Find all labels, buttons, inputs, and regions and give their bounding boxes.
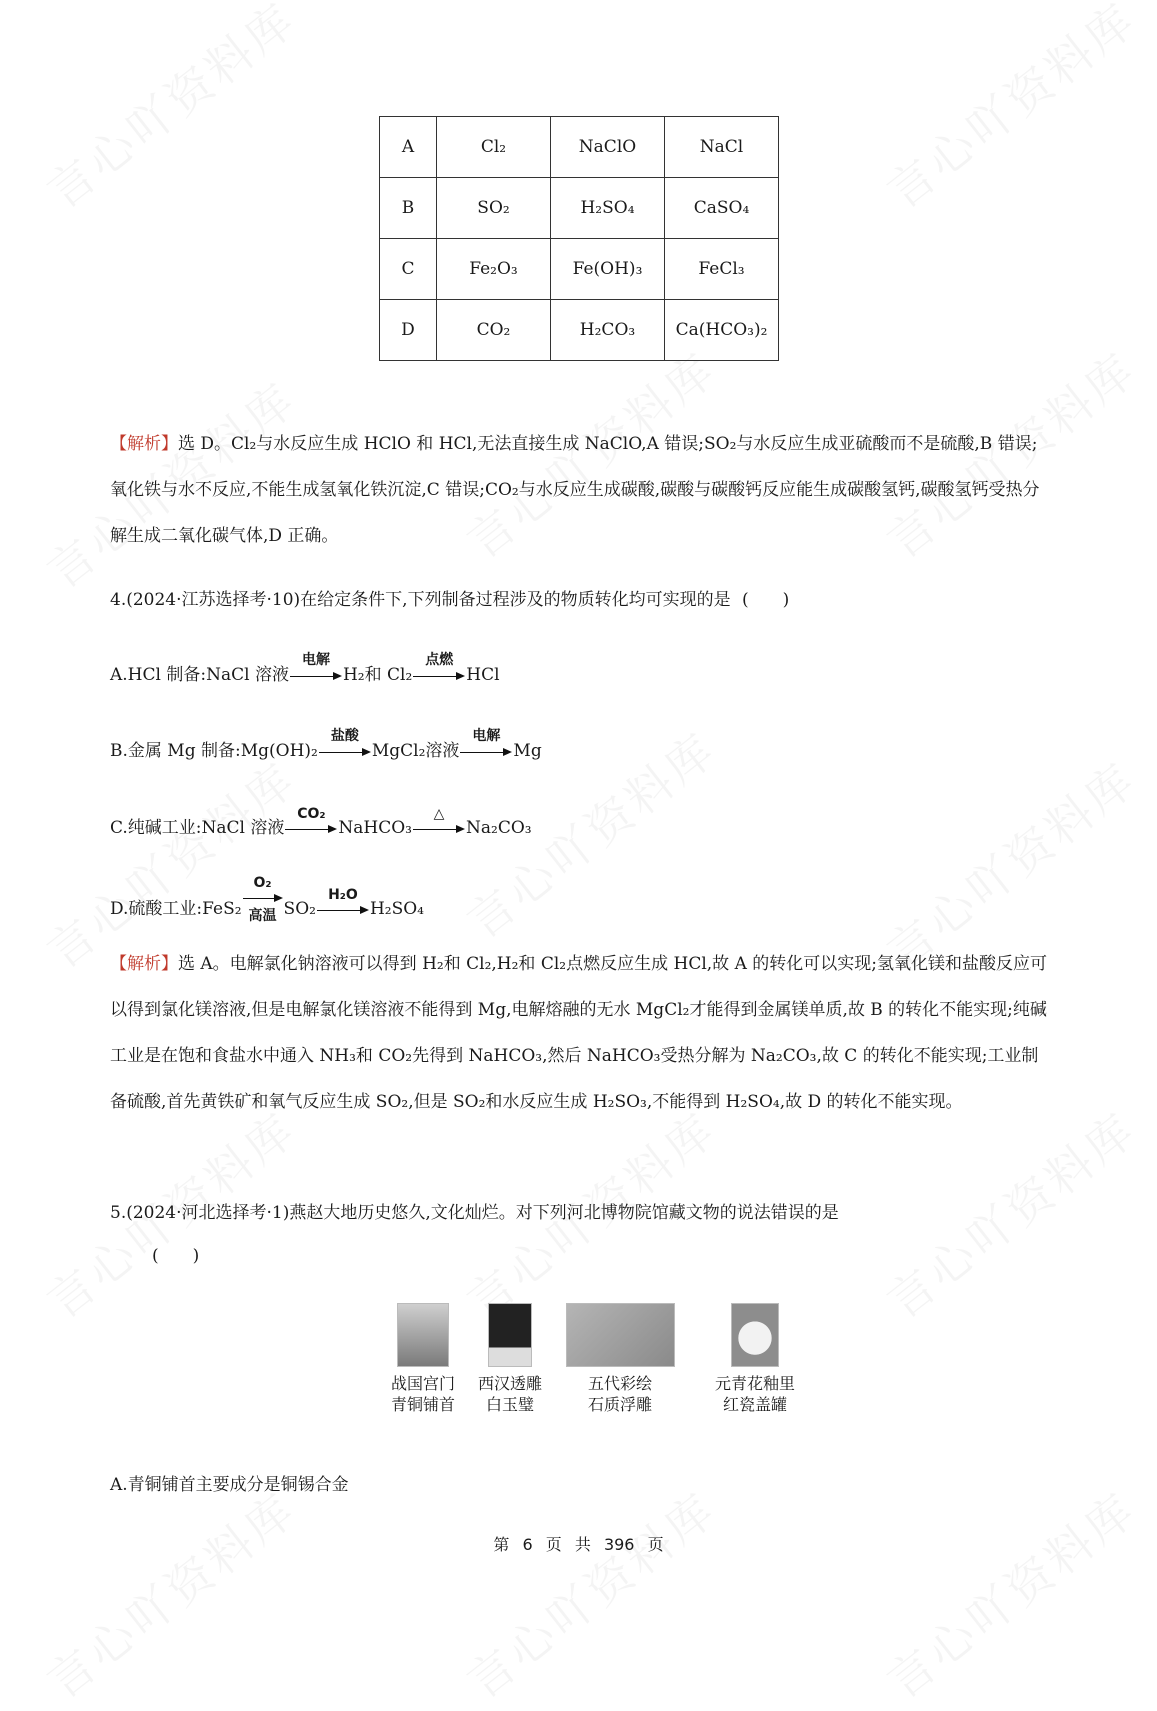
table-cell: Ca(HCO₃)₂: [665, 300, 779, 361]
table-row: [380, 178, 779, 239]
table-cell: Cl₂: [437, 117, 551, 178]
intermediate: MgCl₂溶液: [371, 741, 460, 761]
reaction-arrow-icon: [290, 651, 342, 683]
porcelain-jar-image: [731, 1303, 779, 1367]
option-prefix: A.HCl 制备:NaCl 溶液: [110, 665, 289, 685]
analysis-q3: [110, 421, 1050, 559]
analysis-text: 选 A。电解氯化钠溶液可以得到 H₂和 Cl₂,H₂和 Cl₂点燃反应生成 HCl,故 A 的转化可以实现;氢氧化镁和盐酸反应可以得到氯化镁溶液,但是电解氯化镁溶液不能得到 Mg,电解熔融的无水 MgCl₂才能得到金属镁单质,故 B 的转化不能实现;纯碱工业是在饱和食盐水中通入 NH₃和 CO₂先得到 NaHCO₃,然后 NaHCO₃受热分解为 Na₂CO₃,故 C 的转化不能实现;工业制备硫酸,首先黄铁矿和氧气反应生成 SO₂,但是 SO₂和水反应生成 H₂SO₃,不能得到 H₂SO₄,故 D 的转化不能实现。: [110, 954, 1047, 1112]
watermark: [31, 0, 308, 221]
table-row: [380, 300, 779, 361]
option-b: [110, 727, 542, 776]
intermediate: H₂和 Cl₂: [342, 665, 413, 685]
reaction-condition: H₂O: [328, 886, 358, 903]
watermark: [871, 0, 1148, 221]
figure-caption: 石质浮雕: [587, 1395, 652, 1414]
table-cell: H₂SO₄: [551, 178, 665, 239]
analysis-text: 选 D。Cl₂与水反应生成 HClO 和 HCl,无法直接生成 NaClO,A 错误;SO₂与水反应生成亚硫酸而不是硫酸,B 错误;氧化铁与水不反应,不能生成氢氧化铁沉淀,C 错误;CO₂与水反应生成碳酸,碳酸与碳酸钙反应能生成碳酸氢钙,碳酸氢钙受热分解生成二氧化碳气体,D 正确。: [110, 434, 1040, 546]
watermark: [871, 1475, 1148, 1711]
row-label: D: [380, 300, 437, 361]
product: Mg: [513, 741, 542, 761]
option-prefix: B.金属 Mg 制备:Mg(OH)₂: [110, 741, 318, 761]
reaction-arrow-icon: [285, 805, 337, 836]
question-5-option-a: A.青铜铺首主要成分是铜锡合金: [110, 1475, 349, 1495]
option-d: [110, 874, 424, 934]
product: H₂SO₄: [369, 899, 424, 919]
watermark: [451, 1475, 728, 1711]
reaction-condition: CO₂: [297, 805, 326, 822]
page-footer: 第 6 页 共 396 页: [493, 1535, 664, 1554]
figure-caption: 战国宫门: [390, 1374, 455, 1393]
figure-bronze-knocker: [383, 1303, 463, 1415]
table-cell: CO₂: [437, 300, 551, 361]
reaction-condition: 电解: [472, 727, 501, 744]
reaction-condition-below: 高温: [248, 907, 277, 924]
option-prefix: D.硫酸工业:FeS₂: [110, 899, 242, 919]
answer-blank: ( ): [152, 1246, 200, 1266]
table-cell: H₂CO₃: [551, 300, 665, 361]
question-5-stem: 5.(2024·河北选择考·1)燕赵大地历史悠久,文化灿烂。对下列河北博物院馆藏文物的说法错误的是: [110, 1203, 839, 1223]
option-a: [110, 651, 500, 700]
reaction-arrow-icon: [413, 805, 465, 836]
figure-porcelain-jar: [710, 1303, 800, 1415]
product: HCl: [466, 665, 500, 685]
analysis-tag: 【解析】: [110, 434, 178, 454]
bronze-knocker-image: [397, 1303, 449, 1367]
jade-bi-image: [488, 1303, 532, 1367]
row-label: C: [380, 239, 437, 300]
reaction-arrow-icon: [319, 727, 371, 759]
figure-caption: 元青花釉里: [714, 1374, 795, 1393]
question-text: 4.(2024·江苏选择考·10)在给定条件下,下列制备过程涉及的物质转化均可实现的是: [110, 590, 731, 610]
table-cell: Fe(OH)₃: [551, 239, 665, 300]
option-prefix: C.纯碱工业:NaCl 溶液: [110, 818, 285, 838]
reaction-condition: O₂: [253, 874, 272, 891]
table-row: [380, 239, 779, 300]
table-cell: Fe₂O₃: [437, 239, 551, 300]
reaction-condition: 电解: [301, 651, 330, 668]
question-4-stem: [110, 585, 789, 610]
row-label: B: [380, 178, 437, 239]
reaction-arrow-icon: [460, 727, 512, 759]
figure-caption: 西汉透雕: [477, 1374, 542, 1393]
row-label: A: [380, 117, 437, 178]
table-cell: FeCl₃: [665, 239, 779, 300]
analysis-tag: 【解析】: [110, 954, 178, 974]
figure-jade-bi: [470, 1303, 550, 1415]
watermark: [871, 1095, 1148, 1332]
reaction-arrow-icon: [243, 874, 283, 924]
stone-relief-image: [566, 1303, 675, 1367]
figure-caption: 红瓷盖罐: [722, 1395, 787, 1414]
intermediate: SO₂: [283, 899, 316, 919]
table-cell: SO₂: [437, 178, 551, 239]
reaction-condition: 点燃: [425, 651, 454, 668]
table-cell: NaClO: [551, 117, 665, 178]
figure-caption: 青铜铺首: [390, 1395, 455, 1414]
intermediate: NaHCO₃: [338, 818, 413, 838]
options-table: [379, 116, 779, 361]
reaction-arrow-icon: [413, 651, 465, 683]
figure-caption: 白玉璧: [485, 1395, 534, 1414]
reaction-condition: △: [433, 805, 445, 822]
product: Na₂CO₃: [466, 818, 532, 838]
analysis-q4: [110, 941, 1050, 1125]
reaction-condition: 盐酸: [330, 727, 359, 744]
figure-caption: 五代彩绘: [587, 1374, 652, 1393]
table-row: [380, 117, 779, 178]
option-c: [110, 805, 532, 853]
table-cell: NaCl: [665, 117, 779, 178]
reaction-arrow-icon: [317, 886, 369, 917]
answer-blank: ( ): [742, 590, 790, 610]
figure-stone-relief: [566, 1303, 674, 1415]
watermark: [31, 1475, 308, 1711]
artifact-figures: [0, 1303, 1157, 1433]
table-cell: CaSO₄: [665, 178, 779, 239]
